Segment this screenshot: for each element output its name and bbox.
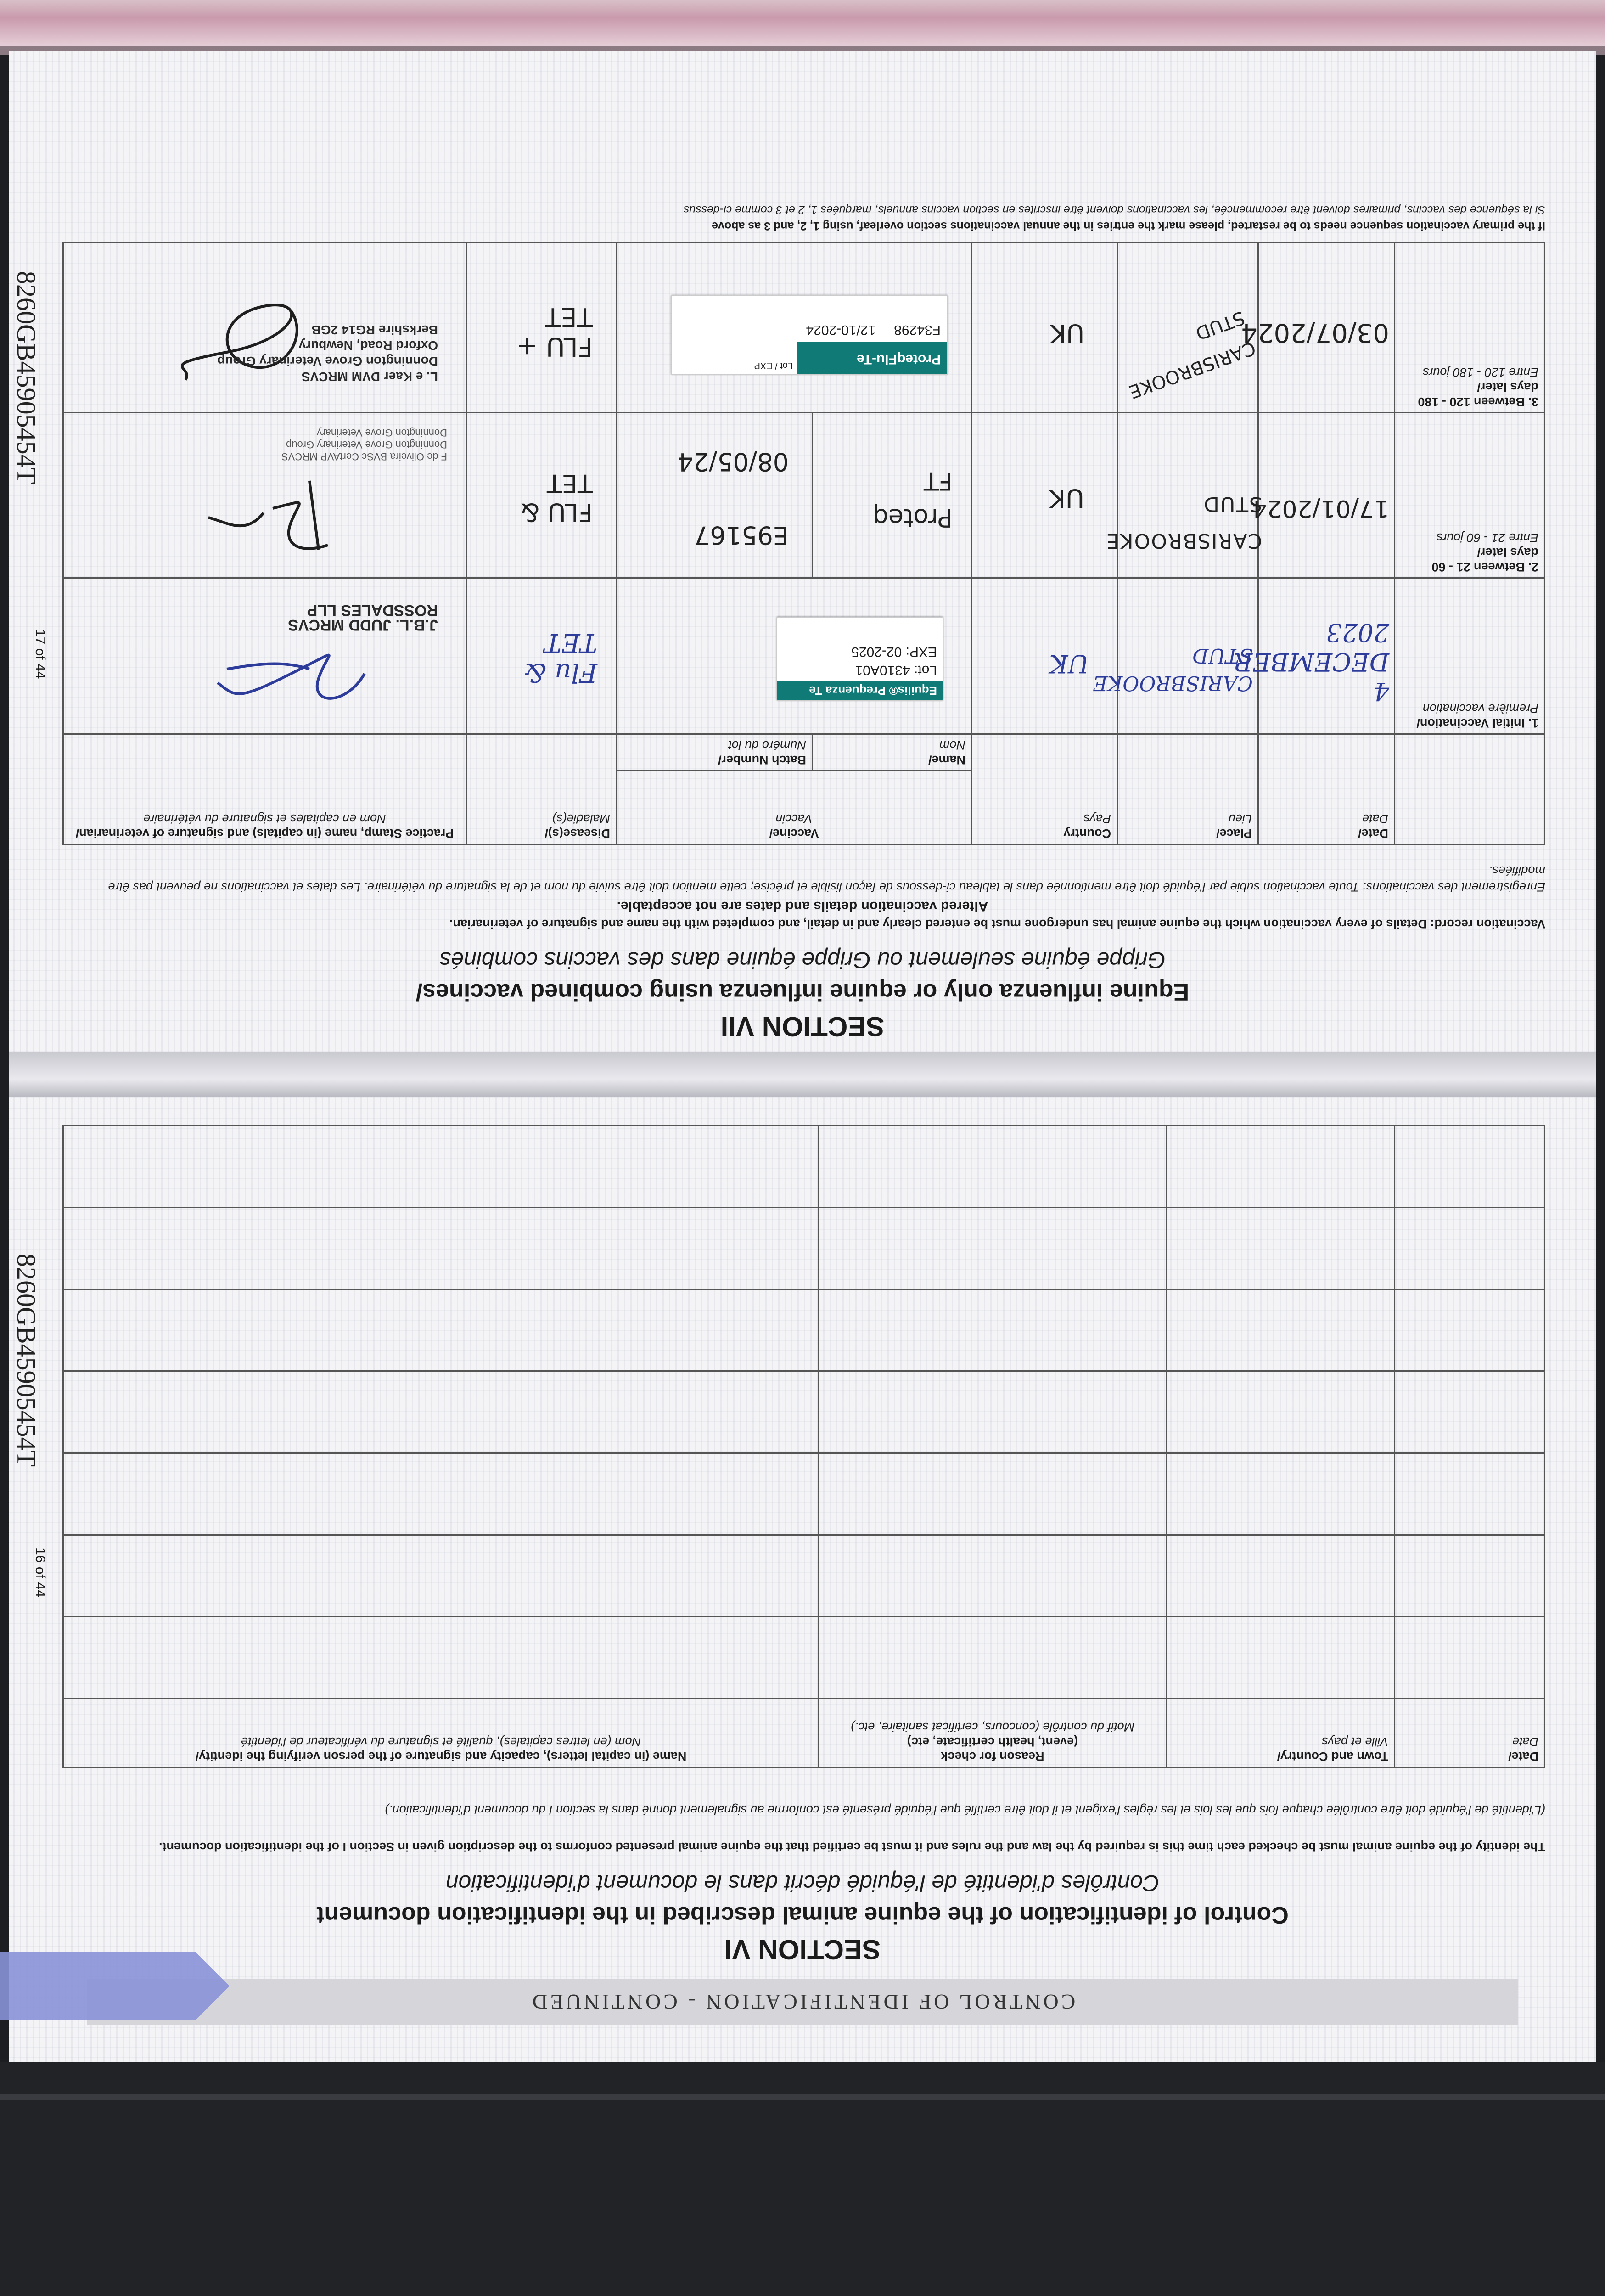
- page-16: [9, 1097, 1596, 2062]
- col-vaccine: Vaccine/ Vaccin: [617, 771, 972, 844]
- table-row: [63, 1616, 1545, 1698]
- country-value: UK: [1049, 649, 1089, 678]
- country-cell: [972, 413, 1117, 578]
- date-cell: [1251, 413, 1395, 578]
- stamp-cell: [63, 243, 466, 413]
- practice-stamp: F de Oliveira BVSc CertAVP MRCVS Donnington Grove Veterinary Group Donnington Grove Veterinary: [281, 427, 447, 462]
- date-cell: [1241, 243, 1395, 413]
- expiry-value: 08/05/24: [677, 447, 789, 476]
- vaccination-table: [62, 242, 1545, 845]
- vaccine-sticker: ProteqFlu-Te Lot / EXP F34298 12/10-2024: [671, 295, 948, 375]
- section-title: SECTION VII: [720, 1011, 885, 1042]
- col-date: Date/ Date: [1395, 1699, 1545, 1767]
- vaccination-row-3: [63, 243, 1545, 413]
- country-cell: [972, 578, 1117, 734]
- place-cell: [1106, 413, 1262, 578]
- date-cell: [1234, 578, 1395, 734]
- stamp-cell: [63, 413, 466, 578]
- col-country: Country Pays: [972, 734, 1117, 844]
- vaccine-sticker: [776, 617, 943, 701]
- section-subtitle-fr: Contrôles d'identité de l'équidé décrit dans le document d'identification: [445, 1870, 1160, 1896]
- alteration-note: Altered vaccination details and dates are not acceptable.: [617, 899, 988, 914]
- table-row: [63, 1289, 1545, 1371]
- passport-cover-top: [0, 0, 1605, 51]
- vaccine-cell: [617, 578, 972, 734]
- vaccine-lot: Lot: 4310A01: [855, 663, 937, 678]
- col-stamp: Practice Stamp, name (in capitals) and signature of veterinarian/ Nom en capitales et signature du vétérinaire: [63, 734, 466, 844]
- col-vaccine-name: Name/ Nom: [813, 734, 972, 771]
- section-subtitle-en: Equine influenza only or equine influenza using combined vaccines/: [415, 979, 1190, 1005]
- diseases-cell: [466, 578, 617, 734]
- vaccine-cell: [617, 243, 972, 413]
- vaccine-exp: 12/10-2024: [806, 322, 876, 338]
- running-header: CONTROL OF IDENTIFICATION - CONTINUED: [87, 1979, 1518, 2025]
- vaccine-lot: F34298: [894, 322, 941, 338]
- col-diseases: Disease(s)/ Maladie(s): [466, 734, 617, 844]
- table-row: [63, 1371, 1545, 1453]
- table-row: [63, 1208, 1545, 1289]
- country-value: UK: [1050, 319, 1084, 348]
- row-label: 2. Between 21 - 60 days later/ Entre 21 - 60 jours: [1395, 413, 1545, 578]
- col-date: Date/ Date: [1258, 734, 1395, 844]
- col-place: Place/ Lieu: [1117, 734, 1258, 844]
- diseases-cell: [466, 413, 617, 578]
- passport-spread: [9, 51, 1596, 2062]
- diseases-value: FLU & TET: [520, 469, 593, 527]
- page-number: 16 of 44: [33, 1548, 48, 1598]
- page-gutter: [9, 1052, 1596, 1097]
- vaccine-exp: EXP: 02-2025: [851, 644, 937, 659]
- diseases-value: FLU + TET: [516, 302, 593, 361]
- scanner-edge: [0, 2094, 1605, 2100]
- col-row-label: [1395, 734, 1545, 844]
- section-title: SECTION VI: [724, 1934, 881, 1965]
- vaccine-brand: Equilis® Prequenza Te: [777, 681, 943, 700]
- footnote-en: If the primary vaccination sequence needs to be restarted, please mark the entries in the annual vaccinations section overleaf, using 1, 2, and 3 as above: [712, 219, 1545, 232]
- place-cell: [1117, 243, 1258, 413]
- col-batch: Batch Number/ Numéro du lot: [617, 734, 813, 771]
- section-subtitle-en: Control of identification of the equine animal described in the identification document: [316, 1902, 1289, 1928]
- diseases-cell: [466, 243, 617, 413]
- vaccine-name-cell: [813, 413, 972, 578]
- page-marker-tab: [0, 1952, 230, 2020]
- table-row: [63, 1126, 1545, 1208]
- col-town-country: Town and Country/ Ville et pays: [1167, 1699, 1395, 1767]
- table-row: [63, 1535, 1545, 1616]
- instructions-fr: Enregistrement des vaccinations: Toute vaccination subie par l'équidé doit être mentionnée dans le tableau ci-dessous de façon lisible et précise; cette mention doit être suivie du nom et de la signature du vétérinaire. Les dates et vaccinations ne peuvent pas être modifiées.: [108, 864, 1545, 894]
- place-value: CARISBROOKE STUD: [1106, 492, 1262, 552]
- signature-2: [199, 472, 337, 563]
- date-value: 17/01/2024: [1251, 495, 1389, 522]
- vaccine-name-value: Proteq FT: [872, 467, 953, 532]
- signature-1: [208, 642, 374, 715]
- table-row: [63, 1453, 1545, 1535]
- section-subtitle-fr: Grippe équine seulement ou Grippe équine dans des vaccins combinés: [439, 947, 1166, 973]
- ueln-number: 8260GB45905454T: [11, 1254, 41, 1467]
- country-cell: [972, 243, 1117, 413]
- identity-check-table: [62, 1125, 1545, 1768]
- stamp-cell: [63, 578, 466, 734]
- row-label: 1. Initial Vaccination/ Première vaccination: [1395, 578, 1545, 734]
- place-cell: [1093, 578, 1258, 734]
- page-number: 17 of 44: [33, 629, 48, 679]
- ueln-number: 8260GB45905454T: [11, 271, 41, 484]
- country-value: UK: [1049, 483, 1084, 513]
- lot-label: Lot: [780, 360, 793, 371]
- batch-cell: [617, 413, 813, 578]
- instructions-en: Vaccination record: Details of every vaccination which the equine animal has undergone must be entered clearly and in detail, and completed with the name and signature of veterinarian.: [449, 917, 1545, 931]
- batch-value: E95167: [694, 521, 789, 550]
- place-value: CARISBROOKE STUD: [1126, 307, 1258, 403]
- date-value: 4 DECEMBER 2023: [1234, 618, 1389, 706]
- diseases-value: Flu & TET: [523, 628, 597, 687]
- practice-stamp: J.B.L. JUDD MRCVS ROSSDALES LLP: [288, 602, 438, 634]
- instructions-fr: (L'identité de l'équidé doit être contrôlée chaque fois que les lois et les règles l'exigent et il doit être certifié que l'équidé présenté est conforme au signalement donné dans la section I du document d'identification.): [385, 1803, 1545, 1817]
- vaccine-brand: ProteqFlu-Te: [797, 342, 947, 374]
- vaccination-row-1: [63, 578, 1545, 734]
- col-reason: Reason for check (event, health certificate, etc) Motif du contrôle (concours, certificat sanitaire, etc.): [819, 1699, 1167, 1767]
- col-verifier: Name (in capital letters), capacity and signature of the person verifying the identity/ Nom (en lettres capitales), qualité et signature du vérificateur de l'identité: [63, 1699, 819, 1767]
- page-17: [9, 51, 1596, 1052]
- footnote-fr: Si la séquence des vaccins, primaires doivent être recommencée, les vaccinations doivent être inscrites en section vaccins annuels, marquées 1, 2 et 3 comme ci-dessus: [683, 203, 1545, 216]
- exp-label: EXP: [754, 360, 773, 371]
- vaccination-row-2: [63, 413, 1545, 578]
- row-label: 3. Between 120 - 180 days later/ Entre 120 - 180 jours: [1395, 243, 1545, 413]
- practice-stamp: L. e Kaer DVM MRCVS Donnington Grove Veterinary Group Oxford Road, Newbury Berkshire RG14 2GB: [217, 323, 438, 384]
- instructions-en: The identity of the equine animal must be checked each time this is required by the law and the rules and it must be certified that the equine animal presented conforms to the description given in Section I of the identification document.: [158, 1840, 1545, 1854]
- date-value: 03/07/2024: [1241, 318, 1389, 348]
- place-value: CARISBROOKE STUD: [1093, 644, 1253, 695]
